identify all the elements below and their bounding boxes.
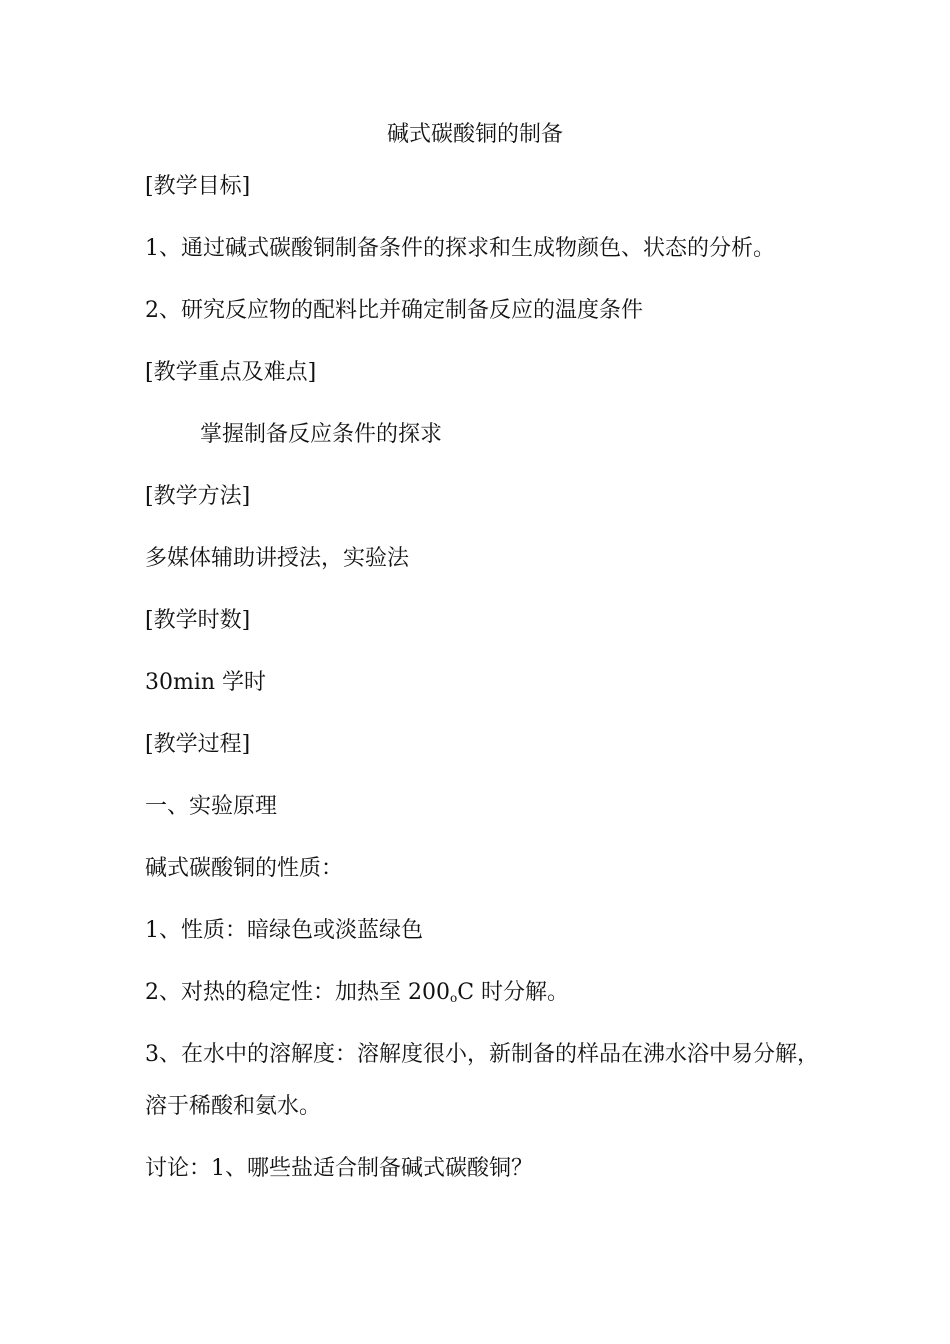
teaching-method-text: 多媒体辅助讲授法，实验法: [145, 546, 410, 571]
heading-key-points: [教学重点及难点]: [145, 360, 317, 385]
heading-teaching-process: [教学过程]: [145, 732, 251, 757]
heading-teaching-method: [教学方法]: [145, 484, 251, 509]
discussion-question-1: 讨论：1、哪些盐适合制备碱式碳酸铜？: [145, 1156, 533, 1181]
objective-2: 2、研究反应物的配料比并确定制备反应的温度条件: [145, 298, 643, 323]
key-point-text: 掌握制备反应条件的探求: [200, 422, 443, 447]
section-experiment-principle: 一、实验原理: [145, 794, 278, 819]
degree-mark: o: [449, 991, 458, 1005]
property-2-post: C 时分解。: [457, 980, 570, 1005]
teaching-hours-text: 30min 学时: [145, 670, 267, 695]
properties-intro: 碱式碳酸铜的性质：: [145, 856, 344, 881]
property-2-pre: 2、对热的稳定性：加热至 200: [145, 980, 450, 1005]
heading-teaching-objectives: [教学目标]: [145, 174, 251, 199]
objective-1: 1、通过碱式碳酸铜制备条件的探求和生成物颜色、状态的分析。: [145, 236, 775, 261]
property-3-line-2: 溶于稀酸和氨水。: [145, 1094, 322, 1119]
property-2: [145, 978, 569, 1010]
property-3-line-1: 3、在水中的溶解度：溶解度很小，新制备的样品在沸水浴中易分解，: [145, 1042, 819, 1067]
heading-teaching-hours: [教学时数]: [145, 608, 251, 633]
property-1: 1、性质：暗绿色或淡蓝绿色: [145, 918, 423, 943]
document-title: 碱式碳酸铜的制备: [386, 122, 563, 147]
